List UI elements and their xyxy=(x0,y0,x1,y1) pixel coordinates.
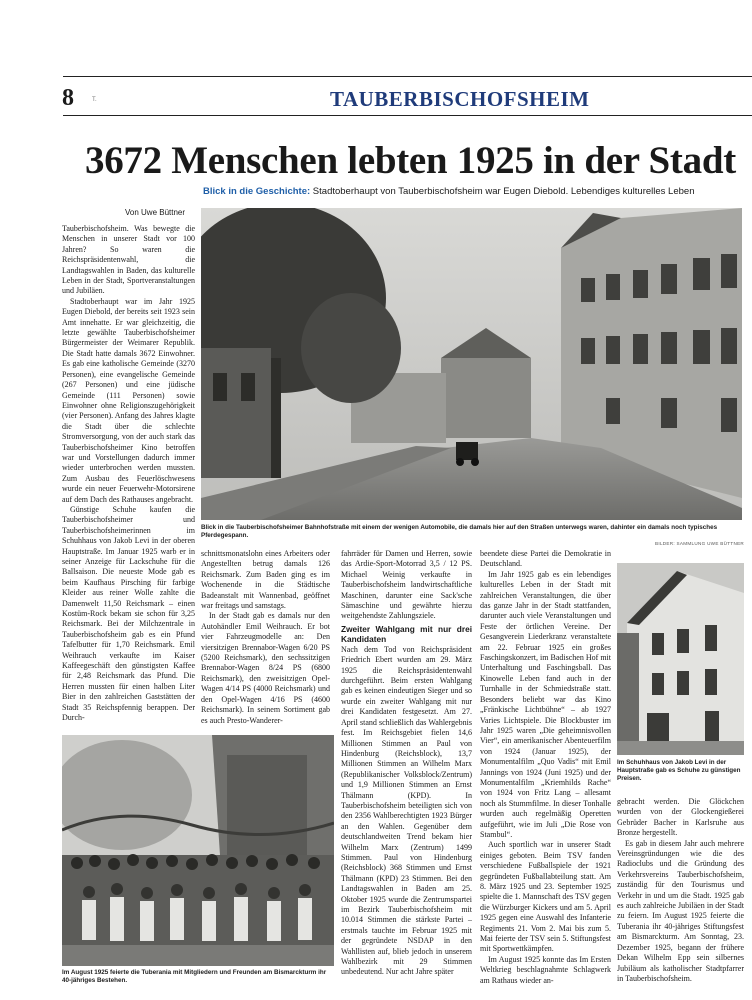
article-column-2 xyxy=(201,549,330,733)
paragraph: In der Stadt gab es damals nur den Autohändler Emil Weihrauch. Er bot vier Fahrzeugmodelle an: Den viersitzigen Brennabor-Wagen 6/20 PS (5200 Reichsmark), den sechssitzigen Brennabor-Wagen 8/24 PS (6800 Reichsmark), den zweisitzigen Opel-Wagen 4/14 PS (4000 Reichsmark) und den Opel-Wagen 4/16 PS (4600 Reichsmark). In seinem Sortiment gab es auch Presto-Wanderer- xyxy=(201,611,330,725)
group-photo-illustration xyxy=(62,735,334,966)
subheadline-text: Stadtoberhaupt von Tauberbischofsheim war Eugen Diebold. Lebendiges kulturelles Leben xyxy=(310,186,695,197)
byline: Von Uwe Büttner xyxy=(125,208,186,217)
header-rule xyxy=(63,115,752,116)
article-column-4 xyxy=(480,549,611,994)
shop-photo-illustration xyxy=(617,563,744,755)
article-column-5 xyxy=(617,797,744,994)
paragraph: gebracht werden. Die Glöckchen wurden von der Glockengießerei Gebrüder Bacher in Karlsruhe aus Bronze hergestellt. xyxy=(617,797,744,838)
shop-photo-caption: Im Schuhhaus von Jakob Levi in der Hauptstraße gab es Schuhe zu günstigen Preisen. xyxy=(617,759,741,782)
subheading: Zweiter Wahlgang mit nur drei Kandidaten xyxy=(341,623,472,644)
paragraph: Es gab in diesem Jahr auch mehrere Vereinsgründungen wie die des Radioclubs und die Gründung des Verkehrsvereins Tauberbischofsheim, zuständig für den Tourismus und Verkehr in und um die Stadt. 1925 gab es auch zahlreiche Jubiläen in der Stadt zu feiern. Im August 1925 feierte die Tuberania ihr 40-jähriges Stiftungsfest am Bismarckturm. Am Sonntag, 23. Dezember 1925, begann der frühere Dekan Wilhelm Epp sein silbernes Jubiläum als katholischer Stadtpfarrer in Tauberbischofsheim. xyxy=(617,838,744,983)
top-rule xyxy=(63,76,752,77)
group-photo-caption: Im August 1925 feierte die Tuberania mit Mitgliedern und Freunden am Bismarckturm ihr 40-jähriges Bestehen. xyxy=(62,969,327,984)
paragraph: Im August 1925 konnte das Im Ersten Weltkrieg beschlagnahmte Schlagwerk am Rathaus wieder an- xyxy=(480,954,611,985)
paragraph: beendete diese Partei die Demokratie in Deutschland. xyxy=(480,549,611,569)
paragraph: Im Jahr 1925 gab es ein lebendiges kulturelles Leben in der Stadt mit zahlreichen Veranstaltungen, die über das ganze Jahr in der Stadt stattfanden, darunter auch viele Veranstaltungen und Feste der örtlichen Vereine. Der Gesangverein Liederkranz veranstaltete am 22. Februar 1925 ein großes Faschingskonzert, im Badischen Hof mit Unterhaltung und Faschingsball. Das Kinowelle Leben fand auch in der Turnhalle in der Schmiedstraße statt. Besonders beliebt war das Kino „Fränkische Lichtbühne“ – ab 1927 Varies Lichtspiele. Die Blockbuster im Jahr 1925 waren „Die geheimnisvollen Vier“, ein amerikanischer Abenteuerfilm von 1924 (Januar 1925), der Monumentalfilm „Quo Vadis“ mit Emil Jannings von 1924 (Juni 1925) und der Monumentalfilm „Kriemhilds Rache“ von 1924 von Fritz Lang – allesamt noch als Stummfilme. In dieser Tonhalle wurden auch regelmäßig Operetten aufgeführt, wie im Juli „Die Rose von Stambul“. xyxy=(480,569,611,839)
shop-photo xyxy=(617,563,744,755)
main-photo-caption: Blick in die Tauberbischofsheimer Bahnhofstraße mit einem der wenigen Automobile, die damals hier auf den Straßen unterwegs waren, dahinter ein damals noch typisches Pferdegespann. xyxy=(201,524,718,539)
headline: 3672 Menschen lebten 1925 in der Stadt xyxy=(85,139,736,182)
group-photo xyxy=(62,735,334,966)
paragraph: schnittsmonatslohn eines Arbeiters oder Angestellten betrug damals 126 Reichsmark. Zum Baden ging es im Wochenende in die Städtische Badeanstalt mit Wannenbad, geöffnet war freitags und samstags. xyxy=(201,549,330,611)
main-photo-street xyxy=(201,208,742,520)
section-title: TAUBERBISCHOFSHEIM xyxy=(330,87,590,111)
street-photo-illustration xyxy=(201,208,742,520)
page-mark: T. xyxy=(92,97,97,103)
paragraph: Auch sportlich war in unserer Stadt einiges geboten. Beim TSV fanden verschiedene Fußballspiele der 1921 gegründeten Fußballabteilung statt. Am 8. März 1925 und 23. September 1925 spielte die 1. Mannschaft des TSV gegen die Würzburger Kickers und am 5. April 1925 gegen eine Auswahl des Infanterie Regiments 21. Vom 2. Mai bis zum 5. Mai feierte der TSV sein 5. Stiftungsfest mit Sportwettkämpfen. xyxy=(480,840,611,954)
article-column-3 xyxy=(341,549,472,994)
photo-credit: BILDER: SAMMLUNG UWE BÜTTNER xyxy=(655,541,745,546)
article-column-1 xyxy=(62,224,195,730)
paragraph: Tauberbischofsheim. Was bewegte die Menschen in unserer Stadt vor 100 Jahren? So waren die Reichspräsidentenwahl, die Landtagswahlen in Baden, das kulturelle Leben in der Stadt, Sportveranstaltungen und Jubiläen. xyxy=(62,224,195,296)
paragraph: Stadtoberhaupt war im Jahr 1925 Eugen Diebold, der bereits seit 1923 sein Amt innehatte. Er war gleichzeitig, die letzte gewählte Tauberbischofsheimer Bürgermeister der Weimarer Republik. Die Stadt hatte damals 3672 Einwohner. Es gab eine katholische Gemeinde (3270 Personen), eine evangelische Gemeinde (267 Personen) und eine jüdische Gemeinde (111 Personen) sowie Einwohner ohne Religionszugehörigkeit (vier Personen). Anfang des Jahres klagte die Stadt über die schlechte Stromversorgung, von der auch stark das Tauberbischofsheimer Kino betroffen war und Vorstellungen dadurch immer wieder unterbrochen werden mussten. Zum Ausbau des Feuerlöschwesens wurde ein neuer Feuerwehr-Motorsirene auf dem Dach des Rathauses angebracht. xyxy=(62,296,195,504)
paragraph: fahrräder für Damen und Herren, sowie das Ardie-Sport-Motorrad 3,5 / 12 PS. Michael Weinig verkaufte in Tauberbischofsheim landwirtschaftliche Maschinen, darunter eine Sack'sche Sämaschine und gewährte hierzu weitgehendste Zahlungsziele. xyxy=(341,549,472,621)
paragraph: Nach dem Tod von Reichspräsident Friedrich Ebert wurden am 29. März 1925 die Reichspräsidentenwahl durchgeführt. Beim ersten Wahlgang gab es keinen eindeutigen Sieger und so wurde ein zweiter Wahlgang mit nur drei Kandidaten festgesetzt. Am 27. April stand schließlich das Wahlergebnis fest. Im Reichsgebiet fielen 14,6 Millionen Stimmen an Paul von Hindenburg (Reichsblock), 13,7 Millionen Stimmen an Wilhelm Marx (Republikanischer Volksblock/Zentrum) und 1,9 Millionen Stimmen an Ernst Thälmann (KPD). In Tauberbischofsheim beteiligten sich von den 2356 Wahlberechtigten 1923 Bürger an den Wahlen. Gegenüber dem deutschlandweiten Trend bekam hier Wilhelm Marx (Zentrum) 1499 Stimmen. Paul von Hindenburg (Reichsblock) 368 Stimmen und Ernst Thälmann (KPD) 23 Stimmen. Bei den Landtagswahlen in Baden am 25. Oktober 1925 wurde die Zentrumspartei im Bezirk Tauberbischofsheim mit 10.014 Stimmen die stärkste Partei – erstmals tauchte im Februar 1925 mit der gegründete NSDAP in den Wahllisten auf, blieb jedoch in unserem Wahlbezirk mit 29 Stimmen unbedeutend. Nur acht Jahre später xyxy=(341,644,472,977)
page-number: 8 xyxy=(62,85,74,111)
paragraph: Günstige Schuhe kaufen die Tauberbischofsheimer und Tauberbischofsheimerinnen im Schuhhaus von Jakob Levi in der oberen Hauptstraße. Im Januar 1925 warb er in seiner Anzeige für Lackschuhe für die Ballsaison. Die neueste Mode gab es beim Kaufhaus Pirsching für farbige Kleider aus reiner Wolle zahlte die Damenwelt 11,50 Reichsmark – einen Kostüm-Rock bekam sie schon für 3,25 Reichsmark. Bei der Milchzentrale in Tauberbischofsheim gab es ein Pfund Tafelbutter für 1,70 Reichsmark. Emil Weihrauch verkaufte im Kaiser Kaffeegeschäft den günstigsten Kaffee für 2,48 Reichsmark das Pfund. Die Herren mussten für einen halben Liter Bier in den zahlreichen Gaststätten der Stadt 35 Reichspfennig berappen. Der Durch- xyxy=(62,504,195,723)
subheadline xyxy=(203,186,748,197)
subheadline-kicker: Blick in die Geschichte: xyxy=(203,186,311,197)
